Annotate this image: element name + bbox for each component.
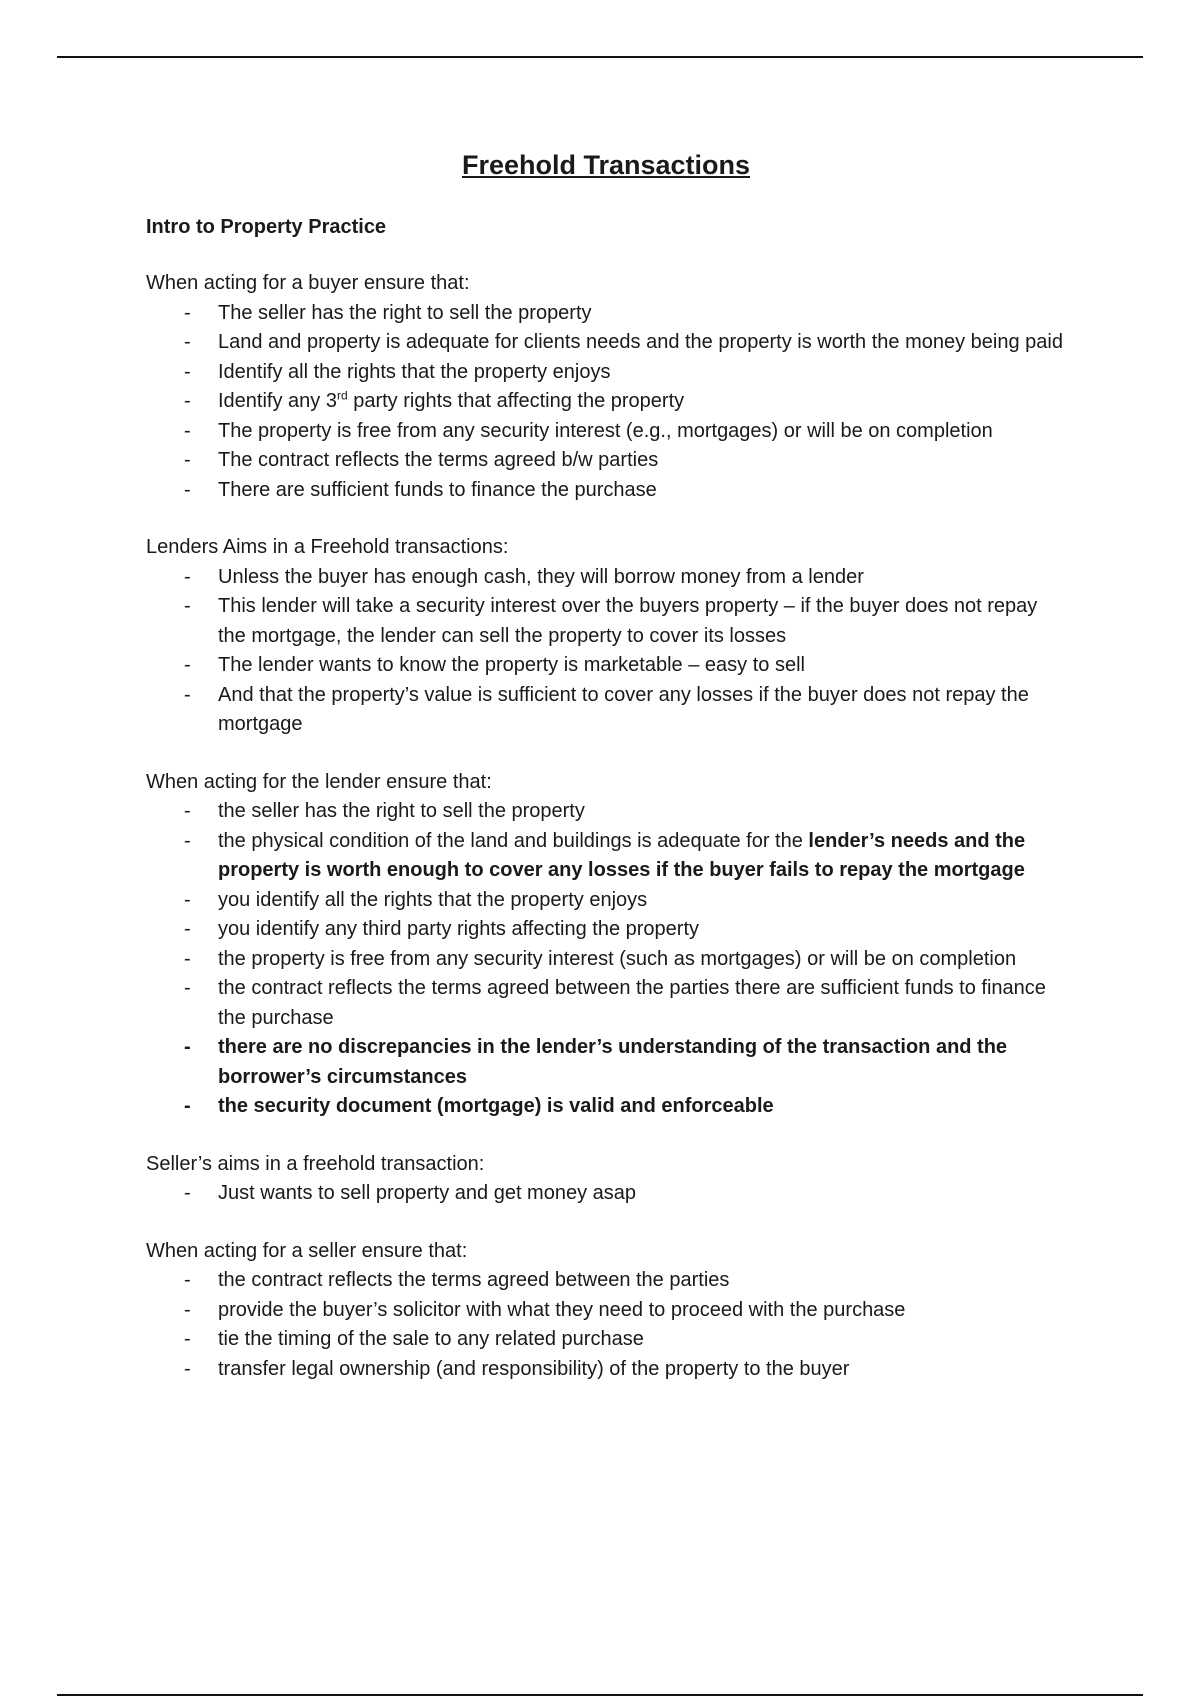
list-item-text-bold: the security document (mortgage) is valid and enforceable	[218, 1095, 774, 1117]
list-item-text-pre: the physical condition of the land and buildings is adequate for the	[218, 829, 809, 852]
list-item: - The seller has the right to sell the property	[184, 301, 592, 324]
list-item: - there are no discrepancies in the lender’s understanding of the transaction and the borrower’s circumstances	[184, 1036, 1008, 1088]
list-item-text: the contract reflects the terms agreed between the parties there are sufficient funds to finance the purchase	[218, 977, 1046, 1029]
list-item-text: This lender will take a security interest over the buyers property – if the buyer does not repay the mortgage, the lender can sell the property to cover its losses	[218, 595, 1038, 647]
ordinal-superscript: rd	[336, 388, 348, 403]
list-item-text: And that the property’s value is sufficient to cover any losses if the buyer does not repay the mortgage	[218, 683, 1029, 735]
list-item: - you identify all the rights that the property enjoys	[184, 888, 648, 911]
section-lender	[146, 768, 1066, 1122]
list-item-text: Unless the buyer has enough cash, they will borrow money from a lender	[218, 565, 864, 588]
list-item: - the contract reflects the terms agreed between the parties	[184, 1269, 730, 1291]
list-item: - the security document (mortgage) is valid and enforceable	[184, 1095, 774, 1117]
list-item-text: you identify any third party rights affecting the property	[218, 918, 700, 940]
list-item: - There are sufficient funds to finance the purchase	[184, 478, 657, 501]
list-item-text: the property is free from any security interest (such as mortgages) or will be on completion	[218, 947, 1017, 970]
list-item: - Land and property is adequate for clients needs and the property is worth the money being paid	[184, 331, 1063, 353]
list-item-text: There are sufficient funds to finance the purchase	[218, 478, 657, 501]
list-item: - Just wants to sell property and get money asap	[184, 1182, 637, 1204]
top-rule	[57, 56, 1143, 58]
list-item: - Identify all the rights that the property enjoys	[184, 360, 611, 383]
list-item: - The lender wants to know the property is marketable – easy to sell	[184, 654, 805, 676]
list-item-text: The lender wants to know the property is marketable – easy to sell	[218, 654, 805, 676]
list-item: - the property is free from any security interest (such as mortgages) or will be on completion	[184, 947, 1017, 970]
list-item: - Unless the buyer has enough cash, they will borrow money from a lender	[184, 565, 864, 588]
list-item: - the contract reflects the terms agreed between the parties there are sufficient funds to finance the purchase	[184, 977, 1046, 1029]
document-page	[146, 145, 1066, 1412]
bullet-list	[146, 1266, 1066, 1384]
section-intro: When acting for a buyer ensure that:	[146, 272, 470, 294]
list-item: - tie the timing of the sale to any related purchase	[184, 1328, 644, 1350]
list-item-text: The property is free from any security interest (e.g., mortgages) or will be on completion	[218, 419, 993, 442]
list-item-text: the seller has the right to sell the property	[218, 800, 585, 822]
list-item: - the physical condition of the land and buildings is adequate for the lender’s needs and the property is worth enough to cover any losses if the buyer fails to repay the mortgage	[184, 829, 1026, 881]
list-item: - you identify any third party rights affecting the property	[184, 918, 700, 940]
list-item-text: The contract reflects the terms agreed b/w parties	[218, 449, 659, 471]
bullet-list	[146, 797, 1066, 1122]
document-subheading: Intro to Property Practice	[146, 216, 387, 238]
list-item-text: Identify all the rights that the property enjoys	[218, 360, 611, 383]
list-item-text: transfer legal ownership (and responsibility) of the property to the buyer	[218, 1357, 850, 1380]
document-title: Freehold Transactions	[461, 150, 751, 180]
section-intro: When acting for the lender ensure that:	[146, 770, 492, 793]
bullet-list	[146, 299, 1066, 506]
section-seller-aims	[146, 1150, 1066, 1209]
list-item-text: provide the buyer’s solicitor with what they need to proceed with the purchase	[218, 1298, 906, 1321]
list-item-text: Land and property is adequate for clients needs and the property is worth the money being paid	[218, 331, 1063, 353]
list-item: - provide the buyer’s solicitor with what they need to proceed with the purchase	[184, 1298, 906, 1321]
section-intro: Seller’s aims in a freehold transaction:	[146, 1152, 485, 1175]
list-item-text: you identify all the rights that the property enjoys	[218, 888, 648, 911]
list-item: - This lender will take a security interest over the buyers property – if the buyer does not repay the mortgage, the lender can sell the property to cover its losses	[184, 595, 1038, 647]
list-item: - And that the property’s value is sufficient to cover any losses if the buyer does not repay the mortgage	[184, 683, 1029, 735]
list-item: - The contract reflects the terms agreed b/w parties	[184, 449, 659, 471]
list-item-text: The seller has the right to sell the property	[218, 301, 592, 324]
list-item: - The property is free from any security interest (e.g., mortgages) or will be on completion	[184, 419, 993, 442]
bullet-list	[146, 1179, 1066, 1209]
section-intro: When acting for a seller ensure that:	[146, 1239, 468, 1262]
list-item: - transfer legal ownership (and responsibility) of the property to the buyer	[184, 1357, 850, 1380]
list-item-text: the contract reflects the terms agreed between the parties	[218, 1269, 730, 1291]
bottom-rule	[57, 1694, 1143, 1696]
list-item: - the seller has the right to sell the property	[184, 800, 585, 822]
bullet-list	[146, 563, 1066, 740]
list-item-text-bold: there are no discrepancies in the lender’s understanding of the transaction and the borrower’s circumstances	[218, 1036, 1008, 1088]
section-seller	[146, 1237, 1066, 1385]
list-item-text-pre: Identify any 3	[218, 390, 337, 412]
section-intro: Lenders Aims in a Freehold transactions:	[146, 536, 509, 558]
section-buyer	[146, 269, 1066, 505]
list-item-text-post: party rights that affecting the property	[347, 390, 685, 412]
list-item-text: Just wants to sell property and get money asap	[218, 1182, 637, 1204]
list-item-text-bold: lender’s needs and the property is worth enough to cover any losses if the buyer fails to repay the mortgage	[218, 829, 1026, 881]
list-item: - Identify any 3rd party rights that affecting the property	[184, 388, 685, 412]
list-item-text: tie the timing of the sale to any related purchase	[218, 1328, 644, 1350]
section-lender-aims	[146, 533, 1066, 740]
